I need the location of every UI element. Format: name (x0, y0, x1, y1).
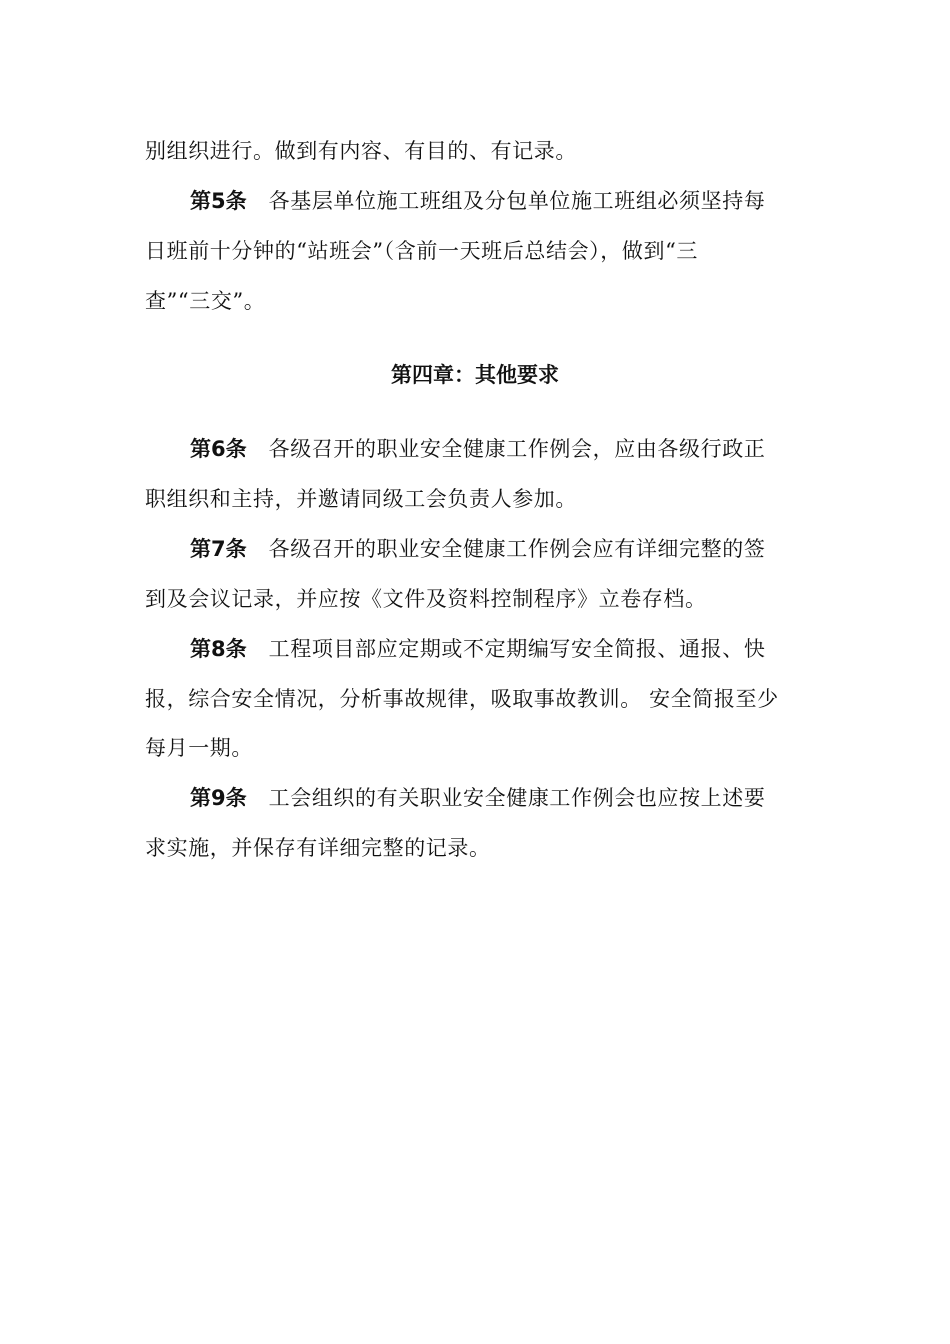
article-5-label: 第5条 (190, 189, 247, 213)
article-5-line-1 (190, 186, 810, 216)
article-8-label: 第8条 (190, 637, 247, 661)
chapter-heading: 第四章：其他要求 (391, 363, 559, 387)
article-8-line-2: 报，综合安全情况，分析事故规律，吸取事故教训。 安全简报至少 (145, 687, 779, 711)
article-6-line-1 (190, 434, 810, 464)
article-7-text-1: 各级召开的职业安全健康工作例会应有详细完整的签 (268, 537, 766, 561)
article-5-line-3: 查”“三交”。 (145, 289, 266, 313)
article-9-line-2: 求实施，并保存有详细完整的记录。 (145, 836, 491, 860)
carry-over-line: 别组织进行。做到有内容、有目的、有记录。 (145, 139, 577, 163)
article-9-text-1: 工会组织的有关职业安全健康工作例会也应按上述要 (268, 786, 766, 810)
article-5-text-1: 各基层单位施工班组及分包单位施工班组必须坚持每 (268, 189, 766, 213)
article-9-label: 第9条 (190, 786, 247, 810)
article-6-text-1: 各级召开的职业安全健康工作例会，应由各级行政正 (268, 437, 766, 461)
article-7-line-1 (190, 534, 810, 564)
article-8-line-3: 每月一期。 (145, 736, 253, 760)
article-6-label: 第6条 (190, 437, 247, 461)
article-7-line-2: 到及会议记录，并应按《文件及资料控制程序》立卷存档。 (145, 587, 707, 611)
article-8-line-1 (190, 634, 810, 664)
article-8-text-1: 工程项目部应定期或不定期编写安全简报、通报、快 (268, 637, 766, 661)
article-9-line-1 (190, 783, 810, 813)
article-6-line-2: 职组织和主持，并邀请同级工会负责人参加。 (145, 487, 577, 511)
article-5-line-2: 日班前十分钟的“站班会”（含前一天班后总结会），做到“三 (145, 239, 699, 263)
article-7-label: 第7条 (190, 537, 247, 561)
